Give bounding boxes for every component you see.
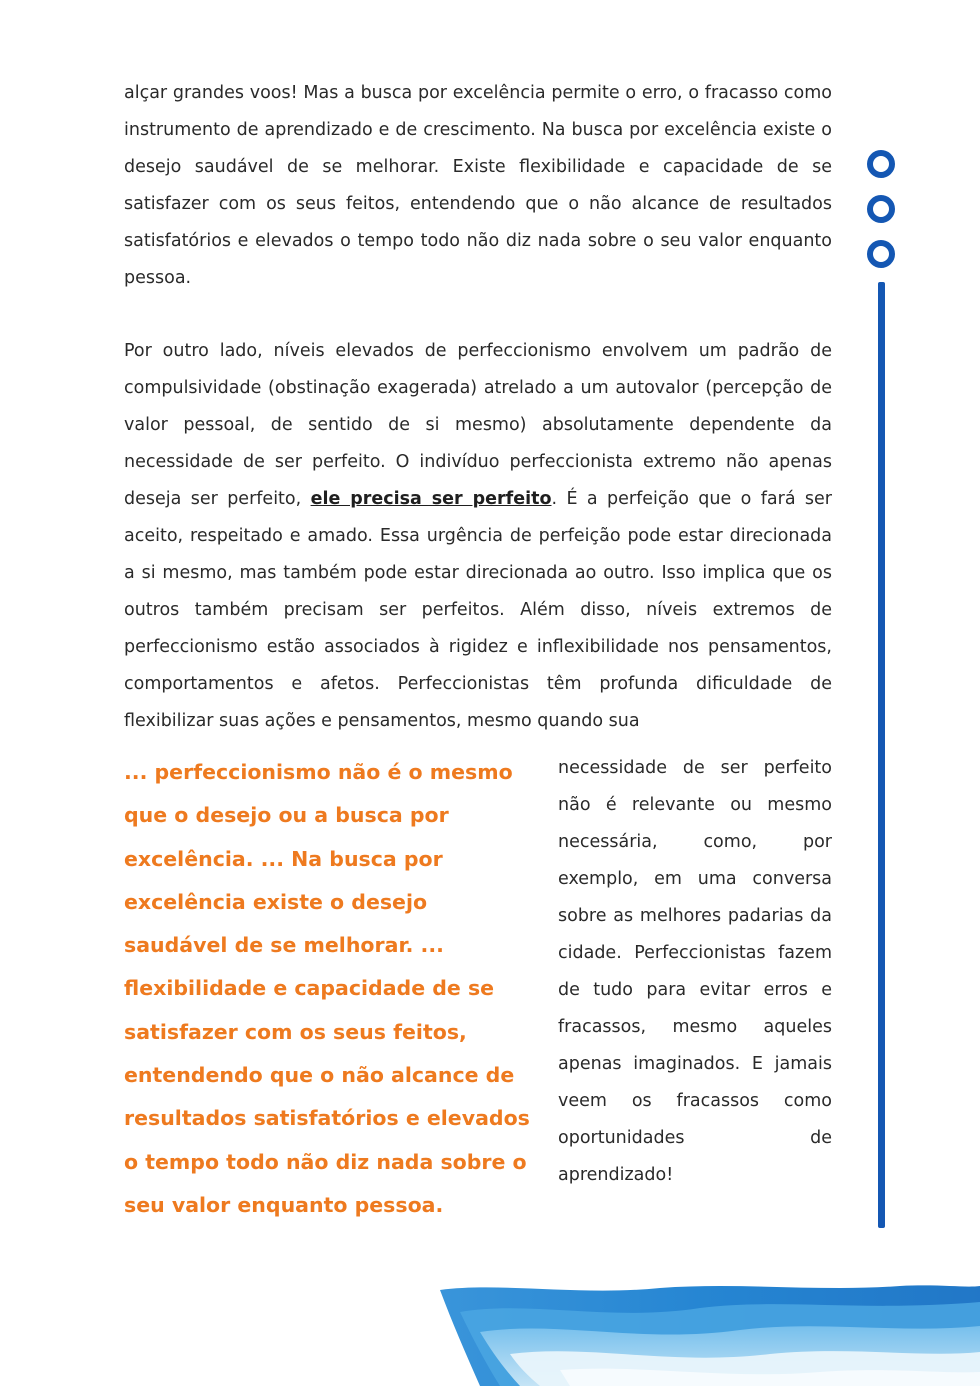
pull-quote: ... perfeccionismo não é o mesmo que o desejo ou a busca por excelência. ... Na busca por excelência existe o desejo saudável de se melhorar. ... flexibilidade e capacidade de se satisfazer com os seus feitos, entendendo que o não alcance de resultados satisfatórios e elevados o tempo todo não diz nada sobre o seu valor enquanto pessoa. bbox=[124, 760, 530, 1217]
body-paragraph-1: alçar grandes voos! Mas a busca por excelência permite o erro, o fracasso como instrumento de aprendizado e de crescimento. Na busca por excelência existe o desejo saudável de se melhorar. Existe flexibilidade e capacidade de se satisfazer com os seus feitos, entendendo que o não alcance de resultados satisfatórios e elevados o tempo todo não diz nada sobre o seu valor enquanto pessoa. bbox=[124, 83, 832, 288]
paragraph-2-text-start: Por outro lado, níveis elevados de perfeccionismo envolvem um padrão de compulsividade (obstinação exagerada) atrelado a um autovalor (percepção de valor pessoal, de sentido de si mesmo) absolutamente dependente da necessidade de ser perfeito. O indivíduo perfeccionista extremo não apenas deseja ser perfeito, bbox=[124, 341, 832, 509]
emphasis-text: ele precisa ser perfeito bbox=[310, 489, 552, 509]
vertical-accent-bar bbox=[878, 282, 885, 1228]
ring-icon bbox=[867, 195, 895, 223]
body-continuation: necessidade de ser perfeito não é relevante ou mesmo necessária, como, por exemplo, em uma conversa sobre as melhores padarias da cidade. Perfeccionistas fazem de tudo para evitar erros e fracassos, mesmo aqueles apenas imaginados. E jamais veem os fracassos como oportunidades de aprendizado! bbox=[558, 758, 832, 1185]
paragraph-2-text-end: . É a perfeição que o fará ser aceito, respeitado e amado. Essa urgência de perfeição pode estar direcionada a si mesmo, mas também pode estar direcionada ao outro. Isso implica que os outros também precisam ser perfeitos. Além disso, níveis extremos de perfeccionismo estão associados à rigidez e inflexibilidade nos pensamentos, comportamentos e afetos. Perfeccionistas têm profunda dificuldade de flexibilizar suas ações e pensamentos, mesmo quando sua bbox=[124, 489, 833, 731]
body-paragraph-2 bbox=[124, 333, 832, 740]
watercolor-wave-decoration bbox=[440, 1282, 980, 1386]
ring-icon bbox=[867, 150, 895, 178]
ring-icon bbox=[867, 240, 895, 268]
